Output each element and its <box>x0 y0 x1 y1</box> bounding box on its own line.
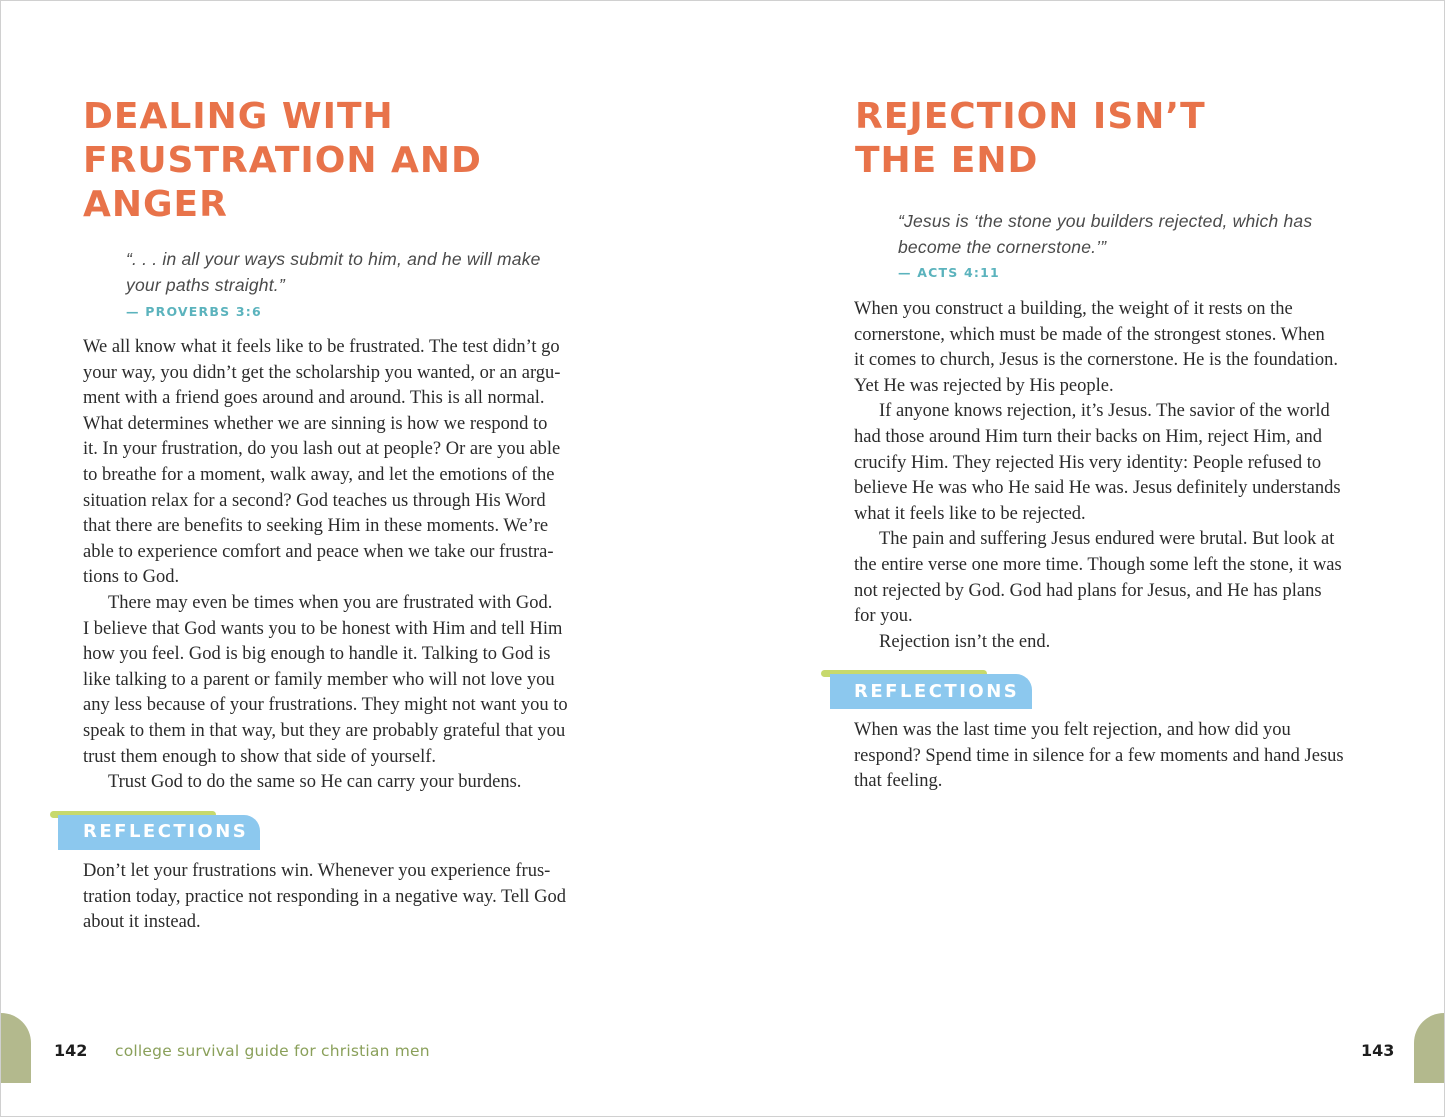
body-line: When you construct a building, the weight of it rests on the <box>854 299 1293 319</box>
right-page <box>723 1 1444 1116</box>
body-line: Yet He was rejected by His people. <box>854 375 1114 396</box>
body-line: that feeling. <box>854 771 943 792</box>
title-line: THE END <box>855 140 1039 181</box>
body-line: trust them enough to show that side of yourself. <box>83 746 436 767</box>
body-line: your way, you didn’t get the scholarship you wanted, or an argu- <box>83 362 561 383</box>
body-line: able to experience comfort and peace when we take our frustra- <box>83 541 554 562</box>
page-number: 143 <box>1361 1041 1395 1060</box>
body-line: When was the last time you felt rejection, and how did you <box>854 720 1291 740</box>
body-line: that there are benefits to seeking Him in these moments. We’re <box>83 516 549 537</box>
body-line: If anyone knows rejection, it’s Jesus. The savior of the world <box>879 401 1330 422</box>
body-line: like talking to a parent or family member who will not love you <box>83 669 555 690</box>
body-line: believe He was who He said He was. Jesus definitely understands <box>854 478 1341 499</box>
right-epigraph <box>898 208 1312 260</box>
body-line: what it feels like to be rejected. <box>854 503 1086 524</box>
right-page-title <box>855 95 1206 183</box>
body-line: cornerstone, which must be made of the strongest stones. When <box>854 324 1325 345</box>
left-page-title <box>83 95 482 227</box>
body-line: crucify Him. They rejected His very identity: People refused to <box>854 452 1322 473</box>
body-line: any less because of your frustrations. They might not want you to <box>83 695 568 716</box>
right-body-text <box>854 297 1342 655</box>
epigraph-line: “. . . in all your ways submit to him, and he will make <box>126 249 541 269</box>
body-line: I believe that God wants you to be honest with Him and tell Him <box>83 618 563 639</box>
epigraph-line: “Jesus is ‘the stone you builders rejected, which has <box>898 211 1313 231</box>
body-line: not rejected by God. God had plans for Jesus, and He has plans <box>854 580 1322 601</box>
title-line: FRUSTRATION AND <box>83 140 482 181</box>
body-line: We all know what it feels like to be frustrated. The test didn’t go <box>83 337 560 357</box>
body-line: for you. <box>854 606 913 627</box>
body-line: There may even be times when you are frustrated with God. <box>108 592 553 613</box>
body-line: tions to God. <box>83 567 180 588</box>
running-head: college survival guide for christian men <box>115 1042 430 1060</box>
page-edge-tab <box>1414 1013 1444 1083</box>
body-line: to breathe for a moment, walk away, and let the emotions of the <box>83 464 555 485</box>
body-line: the entire verse one more time. Though some left the stone, it was <box>854 554 1342 575</box>
body-line: how you feel. God is big enough to handle it. Talking to God is <box>83 644 551 665</box>
body-line: Trust God to do the same so He can carry your burdens. <box>108 772 522 793</box>
page-edge-tab <box>1 1013 31 1083</box>
body-line: it comes to church, Jesus is the cornerstone. He is the foundation. <box>854 350 1338 371</box>
reflections-heading: REFLECTIONS <box>83 821 249 842</box>
body-line: Rejection isn’t the end. <box>879 631 1051 652</box>
body-line: respond? Spend time in silence for a few moments and hand Jesus <box>854 745 1344 766</box>
body-line: Don’t let your frustrations win. Whenever you experience frus- <box>83 861 551 881</box>
body-line: The pain and suffering Jesus endured were brutal. But look at <box>879 529 1335 550</box>
body-line: ment with a friend goes around and around. This is all normal. <box>83 388 545 409</box>
body-line: speak to them in that way, but they are probably grateful that you <box>83 720 566 741</box>
epigraph-line: your paths straight.” <box>126 275 285 295</box>
body-line: What determines whether we are sinning is how we respond to <box>83 413 548 434</box>
reflections-heading: REFLECTIONS <box>854 681 1020 702</box>
body-line: tration today, practice not responding in a negative way. Tell God <box>83 886 566 907</box>
title-line: ANGER <box>83 184 228 225</box>
body-line: had those around Him turn their backs on Him, reject Him, and <box>854 426 1323 447</box>
left-page <box>1 1 723 1116</box>
body-line: it. In your frustration, do you lash out at people? Or are you able <box>83 439 561 460</box>
body-line: about it instead. <box>83 912 201 933</box>
left-reflections-text <box>83 859 566 936</box>
left-epigraph <box>126 246 541 298</box>
body-line: situation relax for a second? God teaches us through His Word <box>83 490 546 511</box>
title-line: DEALING WITH <box>83 96 394 137</box>
left-epigraph-source: — PROVERBS 3:6 <box>126 304 262 319</box>
title-line: REJECTION ISN’T <box>855 96 1206 137</box>
right-epigraph-source: — ACTS 4:11 <box>898 265 1000 280</box>
page-number: 142 <box>54 1041 88 1060</box>
epigraph-line: become the cornerstone.’” <box>898 237 1107 257</box>
left-body-text <box>83 335 568 796</box>
right-reflections-text <box>854 718 1344 795</box>
